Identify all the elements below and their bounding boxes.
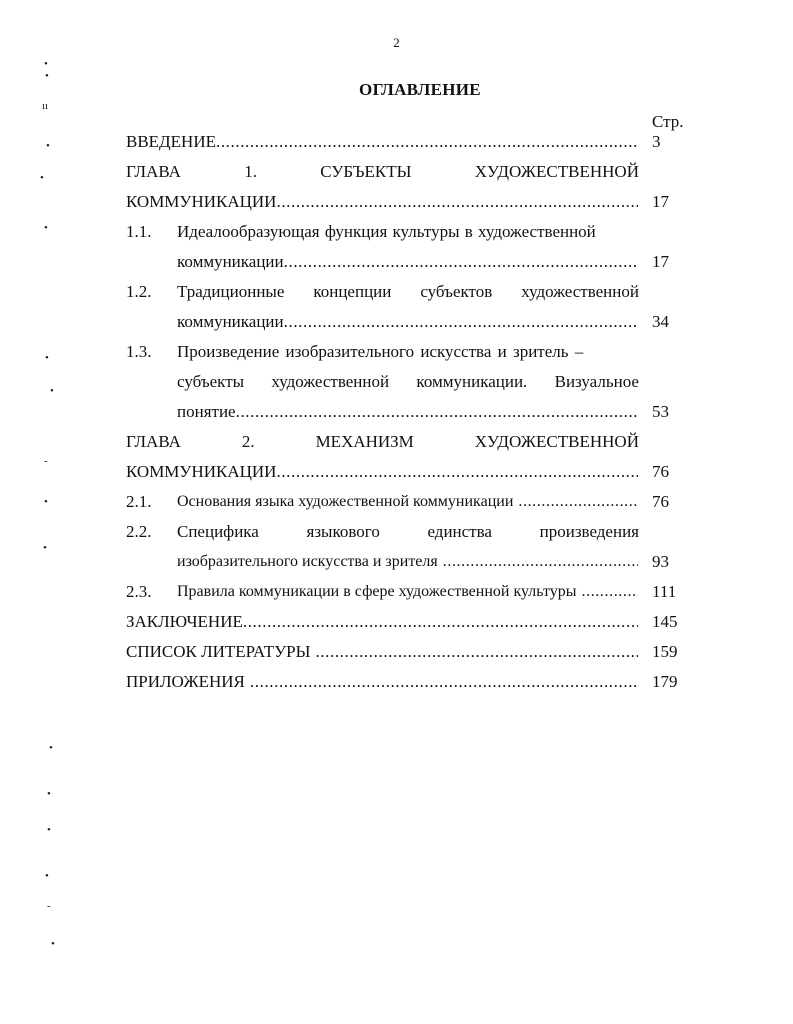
toc-page-chapter-2: 76 <box>652 462 669 481</box>
section-number: 1.3. <box>126 342 152 361</box>
toc-entry-2-3[interactable] <box>177 582 638 602</box>
toc-entry-chapter-2[interactable] <box>126 432 639 452</box>
section-1-2-word: художественной <box>521 282 639 301</box>
toc-entry-chapter-1-line2[interactable] <box>126 192 638 212</box>
chapter-1-word: ГЛАВА <box>126 162 181 181</box>
scan-speck: • <box>50 385 54 397</box>
leader-dots <box>443 552 638 572</box>
leader-dots <box>216 132 638 152</box>
scan-speck: • <box>40 172 44 184</box>
toc-entry-1-3-line3[interactable] <box>177 402 638 422</box>
appendices-label: ПРИЛОЖЕНИЯ <box>126 672 245 691</box>
toc-entry-chapter-1[interactable] <box>126 162 639 182</box>
section-1-3-word: Визуальное <box>554 372 639 391</box>
page-number: 2 <box>393 35 400 50</box>
scan-speck: • <box>47 788 51 800</box>
chapter-2-word: МЕХАНИЗМ <box>315 432 414 451</box>
leader-dots <box>236 402 638 422</box>
scan-speck: • <box>47 824 51 836</box>
toc-page-2-3: 111 <box>652 582 677 601</box>
leader-dots <box>284 252 638 272</box>
section-1-2-word: субъектов <box>420 282 493 301</box>
toc-entry-2-2-line2[interactable] <box>177 552 638 572</box>
leader-dots <box>582 582 639 602</box>
leader-dots <box>243 612 638 632</box>
toc-page-intro: 3 <box>652 132 661 151</box>
section-2-2-word: единства <box>427 522 492 541</box>
toc-entry-1-2-line2[interactable] <box>177 312 638 332</box>
scan-speck: • <box>45 70 49 82</box>
toc-entry-1-1[interactable]: Идеалообразующая функция культуры в художественной <box>177 222 596 241</box>
scan-speck: • <box>46 140 50 152</box>
leader-dots <box>315 642 638 662</box>
toc-page-chapter-1: 17 <box>652 192 669 211</box>
section-1-2-word: концепции <box>313 282 392 301</box>
chapter-1-title-line2: КОММУНИКАЦИИ <box>126 192 277 211</box>
section-number: 2.3. <box>126 582 152 601</box>
toc-entry-1-3-line2[interactable] <box>177 372 639 392</box>
section-2-2-word: языкового <box>306 522 380 541</box>
section-number: 1.2. <box>126 282 152 301</box>
conclusion-label: ЗАКЛЮЧЕНИЕ <box>126 612 243 631</box>
toc-entry-2-1[interactable] <box>177 492 638 512</box>
section-1-1-line2: коммуникации <box>177 252 284 271</box>
section-2-2-word: произведения <box>539 522 639 541</box>
toc-page-2-2: 93 <box>652 552 669 571</box>
chapter-1-word: ХУДОЖЕСТВЕННОЙ <box>474 162 639 181</box>
chapter-2-title-line2: КОММУНИКАЦИИ <box>126 462 277 481</box>
toc-entry-1-3[interactable]: Произведение изобразительного искусства и зритель – <box>177 342 584 361</box>
leader-dots <box>276 462 638 482</box>
pages-column-label: Стр. <box>652 112 684 131</box>
section-number: 2.1. <box>126 492 152 511</box>
toc-entry-conclusion[interactable] <box>126 612 638 632</box>
section-2-2-line2: изобразительного искусства и зрителя <box>177 553 438 570</box>
leader-dots <box>250 672 638 692</box>
scan-speck: • <box>45 352 49 364</box>
toc-entry-2-2[interactable] <box>177 522 639 542</box>
section-number: 1.1. <box>126 222 152 241</box>
scan-speck: - <box>47 900 51 912</box>
toc-entry-appendices[interactable] <box>126 672 638 692</box>
scan-speck: - <box>44 455 48 467</box>
page-title: ОГЛАВЛЕНИЕ <box>359 80 481 99</box>
leader-dots <box>276 192 638 212</box>
scan-speck: ıı <box>42 100 49 112</box>
toc-page-bibliography: 159 <box>652 642 678 661</box>
scan-speck: • <box>43 542 47 554</box>
section-2-1-label: Основания языка художественной коммуникации <box>177 493 514 510</box>
section-1-3-word: художественной <box>271 372 390 391</box>
section-1-2-word: Традиционные <box>177 282 285 301</box>
chapter-1-word: СУБЪЕКТЫ <box>320 162 412 181</box>
toc-entry-intro[interactable] <box>126 132 638 152</box>
section-2-2-word: Специфика <box>177 522 259 541</box>
section-number: 2.2. <box>126 522 152 541</box>
toc-entry-1-2[interactable] <box>177 282 639 302</box>
leader-dots <box>284 312 638 332</box>
scan-speck: • <box>44 496 48 508</box>
chapter-2-word: ХУДОЖЕСТВЕННОЙ <box>474 432 639 451</box>
toc-page-2-1: 76 <box>652 492 669 511</box>
scan-speck: • <box>45 870 49 882</box>
toc-entry-chapter-2-line2[interactable] <box>126 462 638 482</box>
chapter-1-number: 1. <box>244 162 257 181</box>
toc-entry-1-1-line2[interactable] <box>177 252 638 272</box>
toc-entry-bibliography[interactable] <box>126 642 638 662</box>
toc-page-1-3: 53 <box>652 402 669 421</box>
bibliography-label: СПИСОК ЛИТЕРАТУРЫ <box>126 642 311 661</box>
chapter-2-number: 2. <box>241 432 255 451</box>
scan-speck: • <box>51 938 55 950</box>
toc-page-1-1: 17 <box>652 252 669 271</box>
section-1-3-word: субъекты <box>177 372 245 391</box>
scan-speck: • <box>44 222 48 234</box>
chapter-2-word: ГЛАВА <box>126 432 181 451</box>
section-2-3-label: Правила коммуникации в сфере художественной культуры <box>177 583 577 600</box>
scan-speck: • <box>44 58 48 70</box>
section-1-3-word: коммуникации. <box>416 372 528 391</box>
toc-page-conclusion: 145 <box>652 612 678 631</box>
leader-dots <box>518 492 638 512</box>
scan-speck: • <box>49 742 53 754</box>
section-1-2-line2: коммуникации <box>177 312 284 331</box>
toc-page-appendices: 179 <box>652 672 678 691</box>
toc-page-1-2: 34 <box>652 312 669 331</box>
section-1-3-line3: понятие <box>177 402 236 421</box>
toc-entry-intro-label: ВВЕДЕНИЕ <box>126 132 216 151</box>
